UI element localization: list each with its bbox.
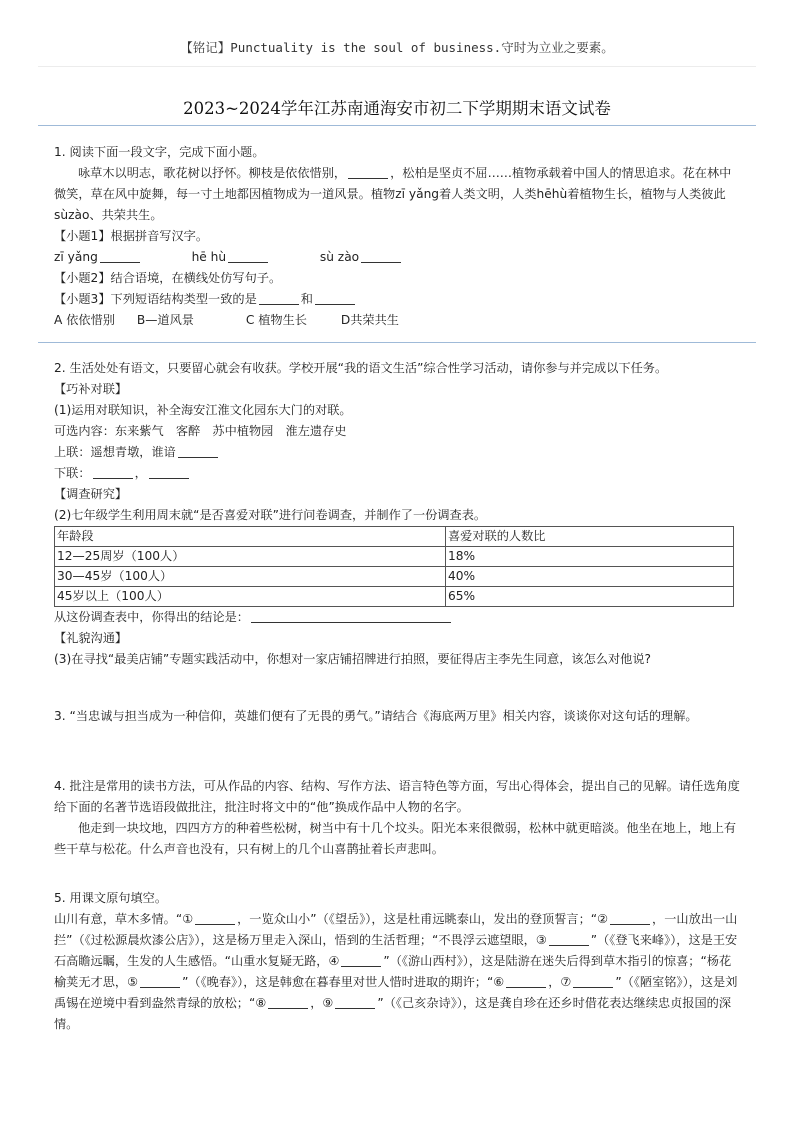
q5-text: ，一山放出一山拦”（《过松源晨炊漆公店》），这是杨万里走入深山，悟到的生活哲理；“不畏浮云遮望眼，③ — [54, 912, 738, 947]
q1-sub3-blank-1[interactable] — [259, 291, 299, 305]
q5-blank-6[interactable] — [506, 974, 546, 988]
q1-sub3-and: 和 — [300, 292, 313, 306]
option-b[interactable]: B—道风景 — [136, 313, 194, 327]
table-cell: 18% — [446, 547, 734, 567]
q1-options — [54, 310, 740, 331]
q5-text: ”（《晚春》），这是韩愈在暮春里对世人惜时进取的期许；“⑥ — [182, 975, 505, 989]
q5-text: ，⑦ — [548, 975, 572, 989]
option-d[interactable]: D共荣共生 — [340, 313, 399, 327]
q2-section-couplet: 【巧补对联】 — [54, 382, 128, 396]
q5-text: ”（《陋室铭》），这是刘禹锡在逆境中看到盎然青绿的放松； — [54, 975, 738, 1010]
q5-text: “② — [590, 912, 609, 926]
upper-couplet-blank[interactable] — [178, 444, 218, 458]
table-row — [55, 587, 734, 607]
motto-header: 【铭记】Punctuality is the soul of business.守时为立业之要素。 — [180, 40, 614, 55]
table-header-cell: 喜爱对联的人数比 — [446, 527, 734, 547]
header-divider — [38, 66, 756, 67]
q2-task1: (1)运用对联知识，补全海安江淮文化园东大门的对联。 — [54, 403, 352, 417]
q2-conclusion — [54, 607, 740, 628]
q5-blank-5[interactable] — [140, 974, 180, 988]
section-divider — [38, 125, 756, 126]
page-title: 2023~2024学年江苏南通海安市初二下学期期末语文试卷 — [183, 99, 611, 118]
conclusion-text: 从这份调查表中，你得出的结论是： — [54, 610, 249, 624]
q2-options: 可选内容：东来紫气 客醉 苏中植物园 淮左遗存史 — [54, 424, 347, 438]
q2-section-courtesy: 【礼貌沟通】 — [54, 631, 128, 645]
q5-blank-4[interactable] — [341, 953, 381, 967]
q5-blank-8[interactable] — [268, 995, 308, 1009]
q5-text: ”（《己亥杂诗》），这是龚自珍在还乡时借花表达继续忠贞报国的深情。 — [54, 996, 732, 1031]
q1-passage — [54, 163, 740, 226]
q1-stem: 1. 阅读下面一段文字，完成下面小题。 — [54, 145, 265, 159]
lower-couplet-separator: ， — [134, 466, 147, 480]
q5-text: 山川有意，草木多情。“① — [54, 912, 194, 926]
q1-passage-part-b: ，松柏是坚贞不屈……植物承载着中国人的情思追求。花在林中微笑，草在风中旋舞，每一寸土地都因植物成为一道风景。植物zī yǎng着人类文明，人类hēhù着植物生长，植物与人类彼此sùzào、共荣共生。 — [54, 166, 732, 222]
pinyin-he-hu: hē hù — [191, 250, 227, 264]
q5-text: ，一览众山小”（《望岳》），这是杜甫远眺泰山，发出的登顶誓言； — [237, 912, 591, 926]
q5-text: ”（《登飞来峰》），这是王安石高瞻远瞩，生发的人生感悟。“山重水复疑无路，④ — [54, 933, 738, 968]
q5-fill-paragraph — [54, 909, 740, 1035]
table-row — [55, 547, 734, 567]
q1-sub1: 【小题1】根据拼音写汉字。 — [54, 229, 209, 243]
table-cell: 40% — [446, 567, 734, 587]
upper-couplet-text: 上联：遥想青墩，谁谙 — [54, 445, 176, 459]
table-cell: 65% — [446, 587, 734, 607]
option-a[interactable]: A 依依惜别 — [54, 313, 115, 327]
q2-stem: 2. 生活处处有语文，只要留心就会有收获。学校开展“我的语文生活”综合性学习活动，请你参与并完成以下任务。 — [54, 361, 668, 375]
q1-sub2: 【小题2】结合语境，在横线处仿写句子。 — [54, 271, 282, 285]
table-header-cell: 年龄段 — [55, 527, 446, 547]
lower-couplet-text: 下联： — [54, 466, 91, 480]
lower-couplet-blank-2[interactable] — [149, 465, 189, 479]
table-header-row — [55, 527, 734, 547]
pinyin-zi-yang: zī yǎng — [54, 250, 98, 264]
pinyin-blank-1[interactable] — [100, 249, 140, 263]
q5-stem: 5. 用课文原句填空。 — [54, 891, 168, 905]
q1-passage-part-a: 咏草木以明志，歌花树以抒怀。柳枝是依依惜别， — [78, 166, 347, 180]
q2-task2: (2)七年级学生利用周末就“是否喜爱对联”进行问卷调查，并制作了一份调查表。 — [54, 508, 487, 522]
question-3 — [54, 706, 740, 727]
q3-text: 3. “当忠诚与担当成为一种信仰，英雄们便有了无畏的勇气。”请结合《海底两万里》相关内容，谈谈你对这句话的理解。 — [54, 709, 698, 723]
pinyin-blank-3[interactable] — [361, 249, 401, 263]
question-2 — [54, 358, 740, 670]
q2-upper-couplet — [54, 442, 740, 463]
question-1 — [54, 142, 740, 331]
q5-blank-2[interactable] — [610, 911, 650, 925]
q1-sub3 — [54, 289, 740, 310]
q5-blank-1[interactable] — [195, 911, 235, 925]
q4-passage: 他走到一块坟地，四四方方的种着些松树，树当中有十几个坟头。阳光本来很微弱，松林中就更暗淡。他坐在地上，地上有些干草与松花。什么声音也没有，只有树上的几个山喜鹊扯着长声悲叫。 — [54, 821, 737, 856]
pinyin-blank-2[interactable] — [228, 249, 268, 263]
question-5 — [54, 888, 740, 1035]
q1-sub3-blank-2[interactable] — [315, 291, 355, 305]
q2-task3: (3)在寻找“最美店铺”专题实践活动中，你想对一家店铺招牌进行拍照，要征得店主李先生同意，该怎么对他说? — [54, 652, 651, 666]
q2-lower-couplet — [54, 463, 740, 484]
question-4 — [54, 776, 740, 860]
table-cell: 45岁以上（100人） — [55, 587, 446, 607]
survey-table — [54, 526, 734, 607]
q1-sub3-text: 【小题3】下列短语结构类型一致的是 — [54, 292, 257, 306]
table-cell: 30—45岁（100人） — [55, 567, 446, 587]
pinyin-su-zao: sù zào — [319, 250, 360, 264]
q1-pinyin-row — [54, 247, 740, 268]
q5-blank-7[interactable] — [573, 974, 613, 988]
q5-blank-9[interactable] — [335, 995, 375, 1009]
conclusion-blank[interactable] — [251, 609, 451, 623]
q5-text: ”（《游山西村》），这是陆游在迷失后得到草木指引的惊喜；“杨花榆荚无才思，⑤ — [54, 954, 732, 989]
table-row — [55, 567, 734, 587]
q4-text: 4. 批注是常用的读书方法，可从作品的内容、结构、写作方法、语言特色等方面，写出心得体会，提出自己的见解。请任选角度给下面的名著节选语段做批注，批注时将文中的“他”换成作品中人物的名字。 — [54, 779, 740, 814]
lower-couplet-blank-1[interactable] — [93, 465, 133, 479]
q5-blank-3[interactable] — [549, 932, 589, 946]
option-c[interactable]: C 植物生长 — [245, 313, 307, 327]
q5-text: “⑧ — [249, 996, 267, 1010]
section-divider — [38, 342, 756, 343]
q2-section-survey: 【调查研究】 — [54, 487, 128, 501]
table-cell: 12—25周岁（100人） — [55, 547, 446, 567]
q5-text: ，⑨ — [310, 996, 334, 1010]
q1-passage-blank[interactable] — [348, 165, 388, 179]
